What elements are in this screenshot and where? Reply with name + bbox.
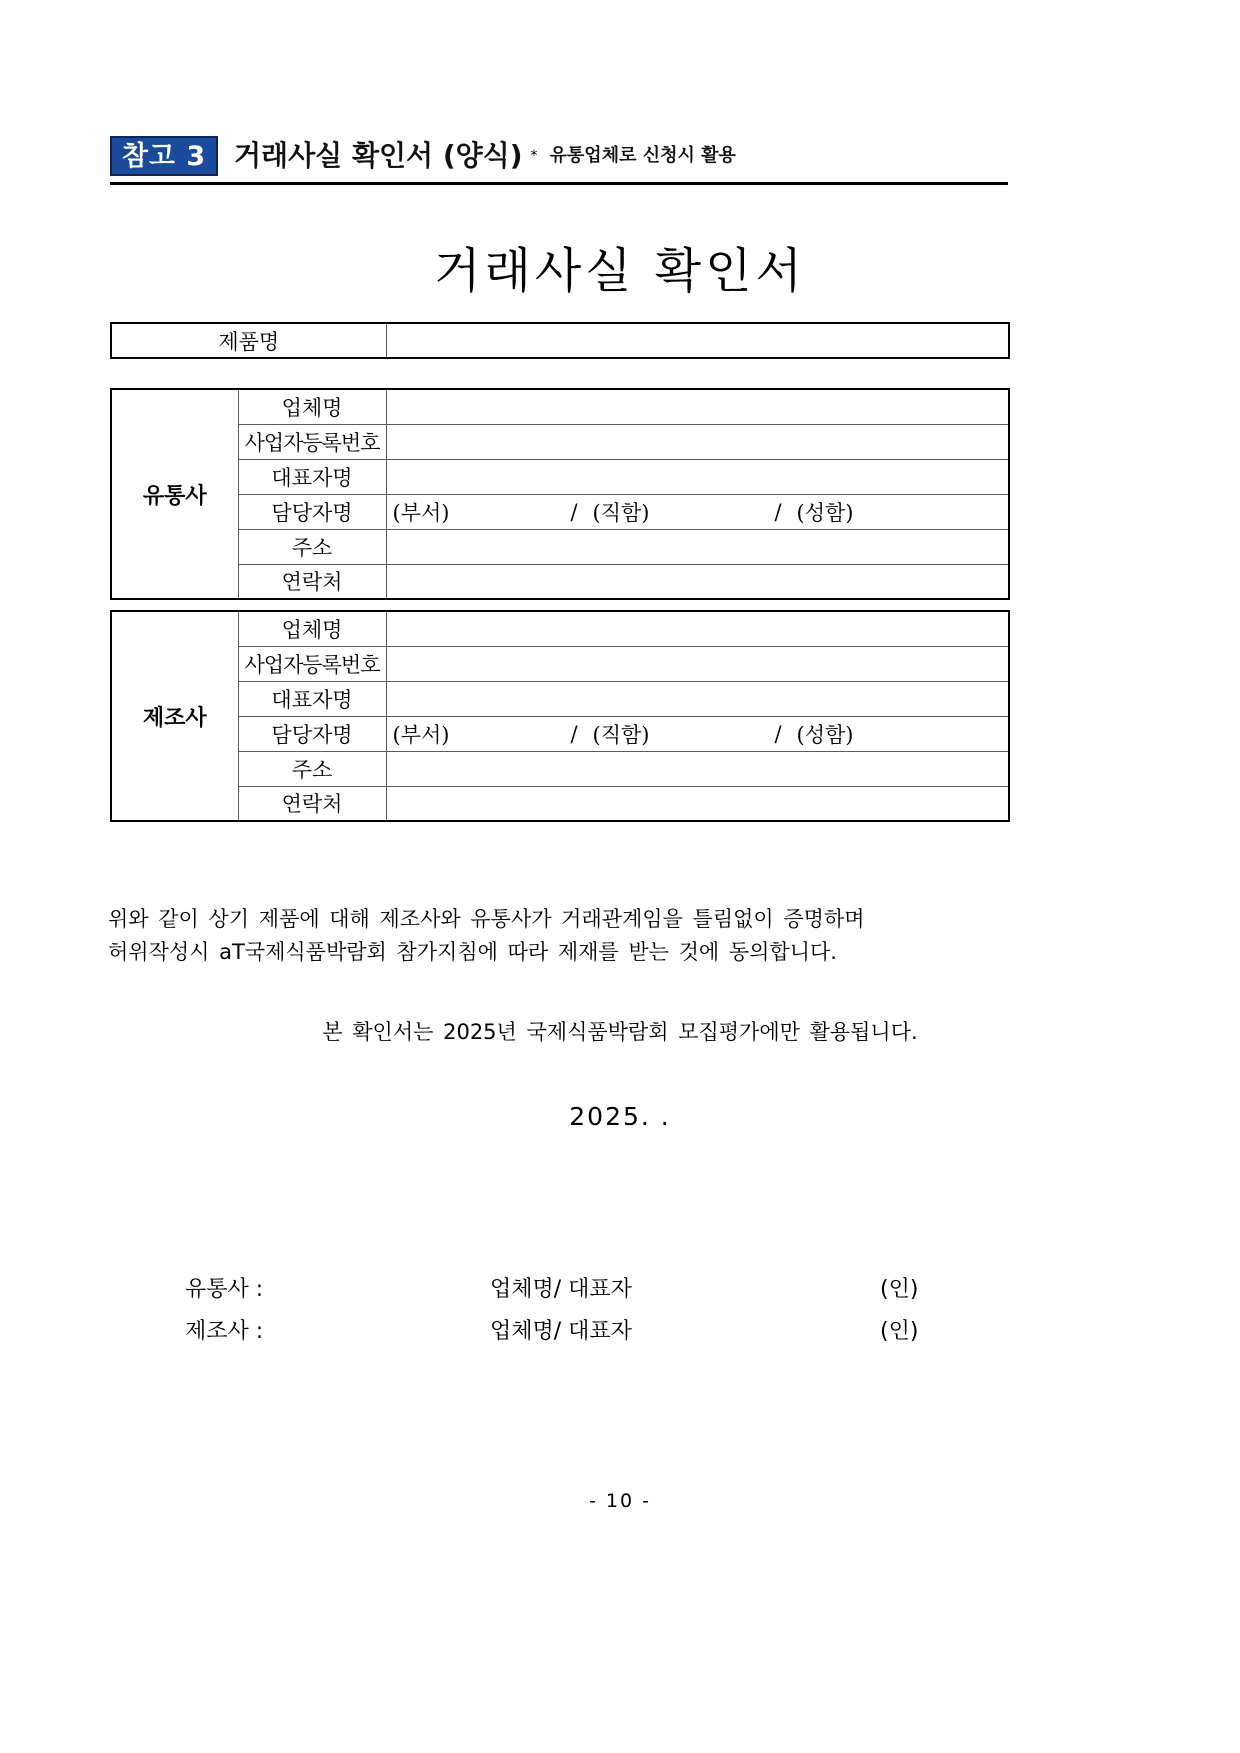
table-row: [111, 424, 1009, 459]
certification-line-2: 허위작성시 aT국제식품박람회 참가지침에 따라 제재를 받는 것에 동의합니다.: [108, 939, 837, 964]
manufacturer-person-name-hint: (성함): [796, 722, 854, 747]
product-name-table: [110, 322, 1010, 359]
table-row: [111, 564, 1009, 599]
manufacturer-business-number-label: 사업자등록번호: [238, 646, 386, 681]
product-name-label: 제품명: [111, 323, 386, 358]
manufacturer-contact-person-placeholders: [393, 719, 1003, 749]
distributor-business-number-label: 사업자등록번호: [238, 424, 386, 459]
table-row: [111, 389, 1009, 424]
distributor-person-name-hint: (성함): [796, 500, 854, 525]
distributor-address-label: 주소: [238, 529, 386, 564]
signature-entity-manufacturer: 업체명/ 대표자: [490, 1319, 632, 1344]
distributor-slash-1: /: [570, 499, 578, 524]
distributor-department-hint: (부서): [392, 500, 450, 525]
distributor-phone-field[interactable]: [386, 564, 1009, 599]
manufacturer-company-name-label: 업체명: [238, 611, 386, 646]
table-row: [111, 323, 1009, 358]
reference-title: 거래사실 확인서 (양식): [234, 139, 523, 172]
table-row: [111, 716, 1009, 751]
table-row: [111, 646, 1009, 681]
distributor-company-name-field[interactable]: [386, 389, 1009, 424]
asterisk-icon: *: [530, 148, 538, 164]
signature-entity-distributor: 업체명/ 대표자: [490, 1277, 632, 1302]
table-row: [111, 786, 1009, 821]
product-name-field[interactable]: [386, 323, 1009, 358]
reference-badge: 참고 3: [110, 136, 218, 176]
distributor-address-field[interactable]: [386, 529, 1009, 564]
distributor-phone-label: 연락처: [238, 564, 386, 599]
distributor-ceo-name-label: 대표자명: [238, 459, 386, 494]
distributor-position-hint: (직함): [592, 500, 650, 525]
table-row: [111, 459, 1009, 494]
signature-block: [185, 1272, 945, 1356]
manufacturer-slash-2: /: [774, 721, 782, 746]
signature-seal-manufacturer: (인): [880, 1319, 919, 1344]
reference-note: 유통업체로 신청시 활용: [549, 145, 736, 166]
distributor-group-label: 유통사: [111, 389, 238, 599]
table-row: [111, 751, 1009, 786]
signature-role-manufacturer: 제조사 :: [185, 1319, 264, 1344]
reference-header-row: [110, 132, 1008, 180]
page-number-footer: - 10 -: [589, 1490, 651, 1512]
distributor-contact-person-placeholders: [393, 497, 1003, 527]
manufacturer-slash-1: /: [570, 721, 578, 746]
header-divider: [110, 182, 1008, 185]
manufacturer-table: [110, 610, 1010, 822]
manufacturer-contact-person-label: 담당자명: [238, 716, 386, 751]
certification-line-1: 위와 같이 상기 제품에 대해 제조사와 유통사가 거래관계임을 틀림없이 증명하며: [108, 907, 865, 931]
signature-row-distributor: [185, 1272, 945, 1314]
distributor-slash-2: /: [774, 499, 782, 524]
table-row: [111, 611, 1009, 646]
distributor-contact-person-field[interactable]: [386, 494, 1009, 529]
manufacturer-contact-person-field[interactable]: [386, 716, 1009, 751]
manufacturer-ceo-name-label: 대표자명: [238, 681, 386, 716]
manufacturer-business-number-field[interactable]: [386, 646, 1009, 681]
manufacturer-phone-field[interactable]: [386, 786, 1009, 821]
distributor-ceo-name-field[interactable]: [386, 459, 1009, 494]
distributor-table: [110, 388, 1010, 600]
certification-paragraph: [108, 903, 1008, 968]
manufacturer-group-label: 제조사: [111, 611, 238, 821]
manufacturer-department-hint: (부서): [392, 722, 450, 747]
reference-header: [110, 132, 1008, 188]
table-row: [111, 529, 1009, 564]
manufacturer-address-field[interactable]: [386, 751, 1009, 786]
manufacturer-phone-label: 연락처: [238, 786, 386, 821]
table-row: [111, 681, 1009, 716]
distributor-contact-person-label: 담당자명: [238, 494, 386, 529]
manufacturer-company-name-field[interactable]: [386, 611, 1009, 646]
table-row: [111, 494, 1009, 529]
manufacturer-position-hint: (직함): [592, 722, 650, 747]
usage-note-paragraph: 본 확인서는 2025년 국제식품박람회 모집평가에만 활용됩니다.: [322, 1020, 918, 1044]
distributor-company-name-label: 업체명: [238, 389, 386, 424]
manufacturer-ceo-name-field[interactable]: [386, 681, 1009, 716]
manufacturer-address-label: 주소: [238, 751, 386, 786]
distributor-business-number-field[interactable]: [386, 424, 1009, 459]
signature-seal-distributor: (인): [880, 1277, 919, 1302]
signature-role-distributor: 유통사 :: [185, 1277, 264, 1302]
signature-row-manufacturer: [185, 1314, 945, 1356]
page-title: 거래사실 확인서: [434, 243, 806, 299]
date-line: 2025. .: [569, 1102, 671, 1131]
